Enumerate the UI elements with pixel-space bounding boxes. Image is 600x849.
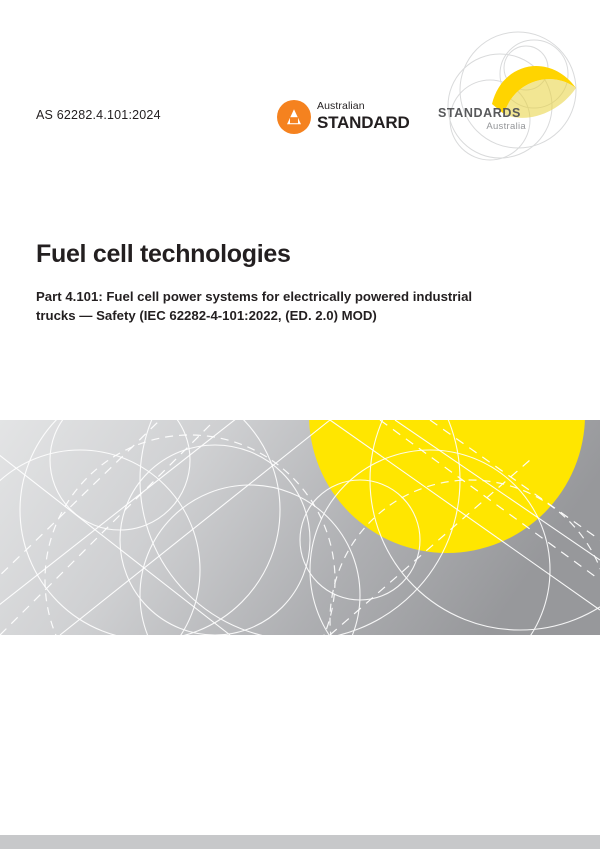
standards-australia-line1: STANDARDS <box>438 106 521 120</box>
australian-standard-triangle-icon <box>277 100 311 134</box>
australian-standard-wordmark <box>317 101 410 131</box>
page-header <box>0 0 600 190</box>
page-subtitle: Part 4.101: Fuel cell power systems for electrically powered industrial trucks — Safety (IEC 62282-4-101:2022, (ED. 2.0) MOD) <box>36 289 473 324</box>
standards-australia-logo <box>430 28 580 183</box>
australian-standard-line2: STANDARD <box>317 112 410 132</box>
australian-standard-logo <box>277 100 410 140</box>
document-number: AS 62282.4.101:2024 <box>36 108 161 122</box>
page-title: Fuel cell technologies <box>36 240 291 268</box>
australian-standard-line1: Australian <box>317 100 365 112</box>
footer-bar <box>0 835 600 849</box>
title-block <box>36 240 556 325</box>
cover-graphic-band <box>0 420 600 635</box>
cover-graphic <box>0 420 600 635</box>
standards-australia-line2: Australia <box>486 121 526 132</box>
standards-australia-wordmark <box>438 106 548 132</box>
